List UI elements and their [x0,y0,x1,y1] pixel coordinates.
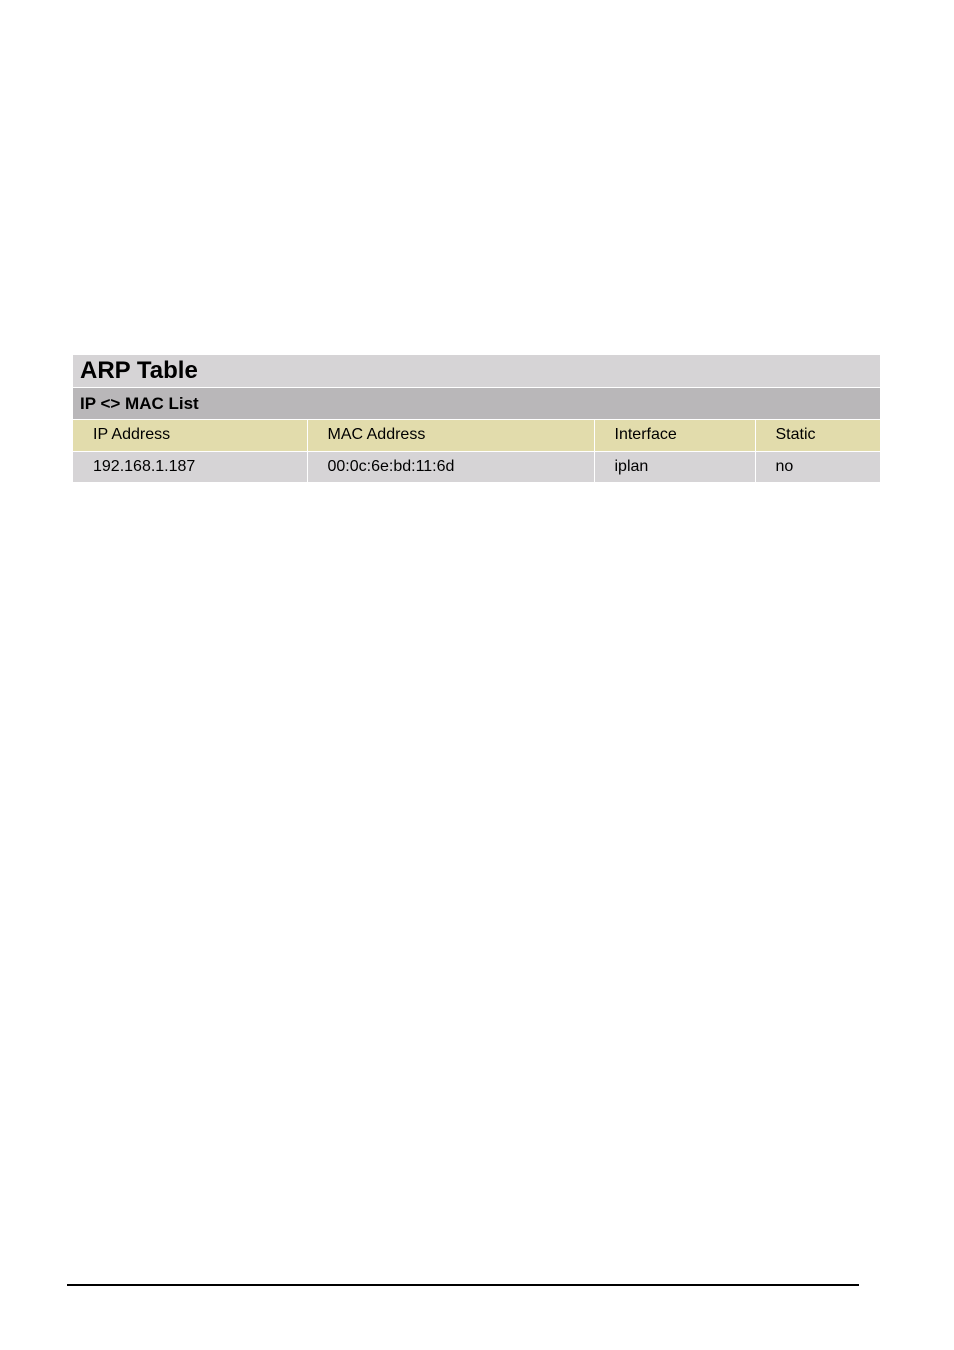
cell-ip-address: 192.168.1.187 [73,451,307,482]
column-header-static: Static [755,420,880,451]
section-title: IP <> MAC List [80,393,199,413]
arp-table [73,420,880,482]
table-header-row [73,420,880,451]
footer-divider [67,1284,859,1286]
cell-interface: iplan [594,451,755,482]
column-header-interface: Interface [594,420,755,451]
arp-table-panel [73,355,880,482]
column-header-mac-address: MAC Address [307,420,594,451]
cell-static: no [755,451,880,482]
panel-subtitle-bar [73,388,880,420]
table-row [73,451,880,482]
column-header-ip-address: IP Address [73,420,307,451]
cell-mac-address: 00:0c:6e:bd:11:6d [307,451,594,482]
page-title: ARP Table [80,357,198,384]
panel-title-bar [73,355,880,388]
